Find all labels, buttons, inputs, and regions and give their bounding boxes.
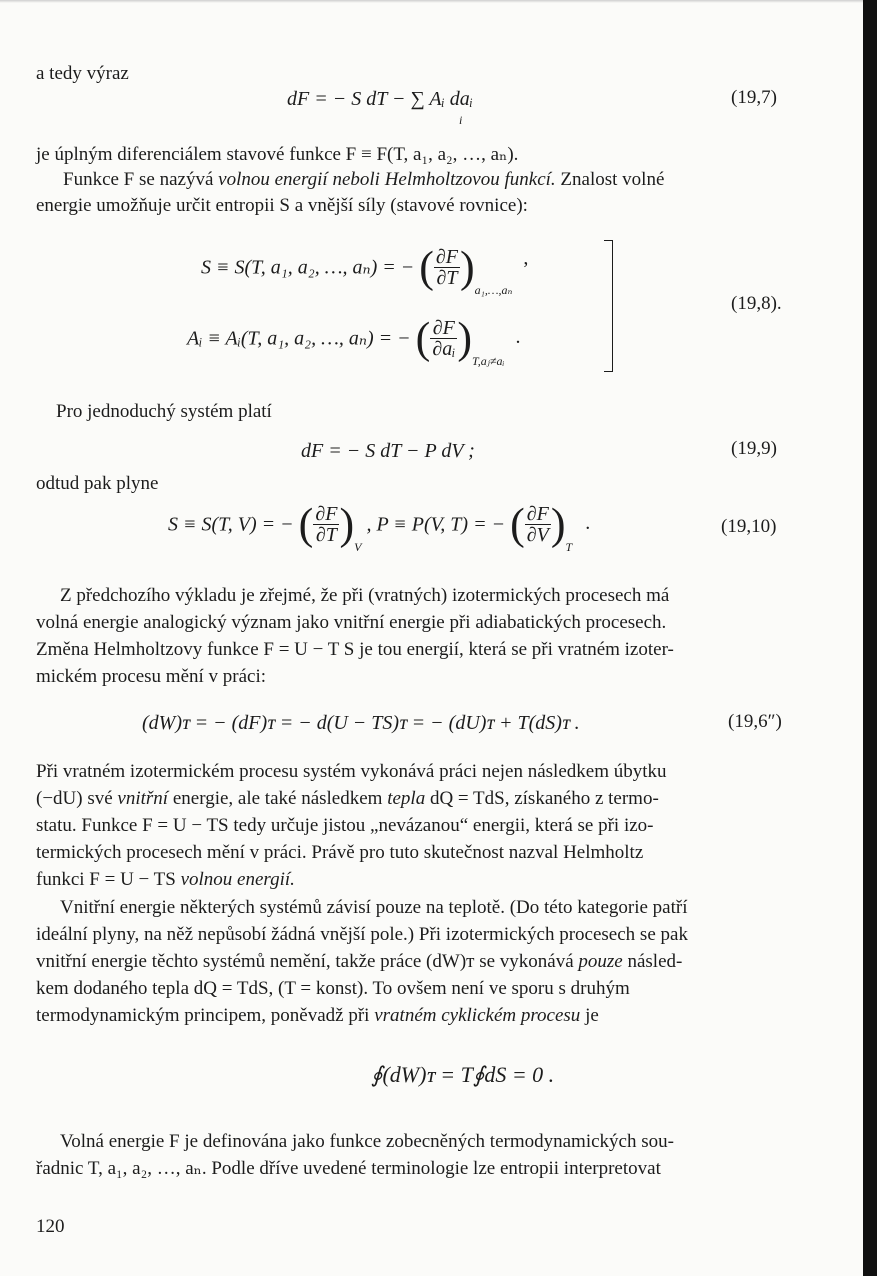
text-run: vnitřní energie těchto systémů nemění, takže práce (dW)ᴛ se vykonává — [36, 951, 579, 972]
paren-open: ( — [510, 499, 525, 549]
paren-open: ( — [298, 499, 314, 549]
text-run: Znalost volné — [555, 169, 665, 190]
fraction-numerator: ∂F — [430, 318, 457, 339]
scan-top-edge — [0, 0, 863, 3]
text-run: dQ = TdS, získaného z termo- — [425, 788, 659, 809]
partial-subscript: T,aⱼ≠aᵢ — [472, 354, 505, 369]
text-line: řadnic T, a₁, a₂, …, aₙ. Podle dříve uvedené terminologie lze entropii interpretovat — [36, 1158, 661, 1179]
text-line — [36, 868, 295, 892]
text-line: energie umožňuje určit entropii S a vnější síly (stavové rovnice): — [36, 195, 528, 216]
partial-fraction — [434, 247, 460, 288]
text-line: statu. Funkce F = U − TS tedy určuje jistou „nevázanou“ energii, která se při izo- — [36, 815, 654, 836]
emphasis-text: volnou energií neboli Helmholtzovou funkcí. — [218, 169, 556, 190]
emphasis-text: pouze — [578, 951, 623, 972]
text-run: termodynamickým principem, poněvadž při — [36, 1005, 375, 1026]
paren-open: ( — [419, 242, 434, 292]
text-line: Změna Helmholtzovy funkce F = U − T S je tou energií, která se při vratném izoter- — [36, 639, 674, 660]
text-line: a tedy výraz — [36, 63, 129, 84]
text-run: Funkce F se nazývá — [63, 169, 219, 190]
text-run: funkci F = U − TS — [36, 869, 181, 890]
equation-lhs: S ≡ S(T, a₁, a₂, …, aₙ) = − — [201, 256, 415, 279]
fraction-denominator: ∂aᵢ — [432, 338, 456, 360]
text-run: násled- — [622, 951, 683, 972]
page-number: 120 — [36, 1216, 65, 1237]
emphasis-text: volnou energií. — [180, 869, 295, 890]
equation-rhs: , P ≡ P(V, T) = − — [366, 513, 506, 536]
equation-number: (19,10) — [721, 516, 777, 537]
punctuation: , — [523, 247, 529, 269]
text-line: Vnitřní energie některých systémů závisí pouze na teplotě. (Do této kategorie patří — [60, 897, 688, 918]
sum-index: i — [459, 113, 463, 127]
equation-lhs: Aᵢ ≡ Aᵢ(T, a₁, a₂, …, aₙ) = − — [187, 327, 411, 350]
emphasis-text: tepla — [387, 788, 426, 809]
fraction-numerator: ∂F — [526, 503, 549, 525]
text-line: je úplným diferenciálem stavové funkce F ≡ F(T, a₁, a₂, …, aₙ). — [36, 144, 519, 165]
paren-close: ) — [550, 499, 566, 549]
paren-open: ( — [415, 313, 431, 363]
fraction-numerator: ∂F — [435, 245, 459, 268]
punctuation: . — [585, 512, 591, 535]
text-line: odtud pak plyne — [36, 473, 159, 494]
equation-number: (19,6″) — [728, 711, 782, 732]
paren-close: ) — [460, 242, 475, 292]
equation-19-8-line1 — [201, 242, 529, 303]
text-line: ideální plyny, na něž nepůsobí žádná vnější pole.) Při izotermických procesech se pak — [36, 924, 688, 945]
scan-page-edge — [863, 0, 877, 1276]
partial-subscript: T — [565, 540, 573, 555]
partial-fraction — [430, 318, 457, 359]
fraction-numerator: ∂F — [315, 503, 338, 525]
fraction-denominator: ∂T — [436, 266, 458, 289]
partial-subscript: V — [354, 540, 362, 555]
paren-close: ) — [457, 313, 473, 363]
equation-19-6pp: (dW)ᴛ = − (dF)ᴛ = − d(U − TS)ᴛ = − (dU)ᴛ + T(dS)ᴛ . — [142, 712, 580, 734]
equation-19-9: dF = − S dT − P dV ; — [301, 440, 475, 462]
equation-number: (19,8). — [731, 293, 782, 314]
text-line — [36, 787, 659, 811]
equation-19-8-line2 — [187, 313, 521, 374]
partial-subscript: a₁,…,aₙ — [474, 283, 513, 297]
emphasis-text: vnitřní — [117, 788, 169, 809]
text-line: volná energie analogický význam jako vnitřní energie při adiabatických procesech. — [36, 612, 667, 633]
paren-close: ) — [339, 499, 355, 549]
text-line — [36, 950, 682, 974]
text-line: kem dodaného tepla dQ = TdS, (T = konst). To ovšem není ve sporu s druhým — [36, 978, 630, 999]
text-line — [63, 168, 664, 192]
fraction-denominator: ∂V — [526, 524, 549, 546]
equation-19-7-body: dF = − S dT − ∑ Aᵢ daᵢ — [287, 88, 473, 110]
text-run: energie, ale také následkem — [168, 788, 388, 809]
text-line: Volná energie F je definována jako funkce zobecněných termodynamických sou- — [60, 1131, 674, 1152]
equation-number: (19,9) — [731, 438, 777, 459]
right-brace — [604, 240, 613, 372]
partial-fraction — [313, 504, 339, 545]
emphasis-text: vratném cyklickém procesu — [374, 1005, 581, 1026]
text-run: je — [580, 1005, 599, 1026]
equation-lhs: S ≡ S(T, V) = − — [168, 513, 294, 536]
text-line: mickém procesu mění v práci: — [36, 666, 267, 687]
equation-cyclic: ∮(dW)ᴛ = T∮dS = 0 . — [371, 1062, 555, 1087]
equation-19-7 — [287, 86, 473, 112]
punctuation: . — [515, 326, 521, 349]
text-line: termických procesech mění v práci. Právě pro tuto skutečnost nazval Helmholtz — [36, 842, 644, 863]
equation-19-10 — [168, 499, 591, 560]
fraction-denominator: ∂T — [315, 524, 337, 546]
text-line: Při vratném izotermickém procesu systém vykonává práci nejen následkem úbytku — [36, 761, 667, 782]
equation-number: (19,7) — [731, 87, 777, 108]
text-line: Z předchozího výkladu je zřejmé, že při (vratných) izotermických procesech má — [60, 585, 670, 606]
partial-fraction — [525, 504, 551, 545]
text-line: Pro jednoduchý systém platí — [56, 401, 272, 422]
text-line — [36, 1004, 599, 1028]
text-run: (−dU) své — [36, 788, 118, 809]
